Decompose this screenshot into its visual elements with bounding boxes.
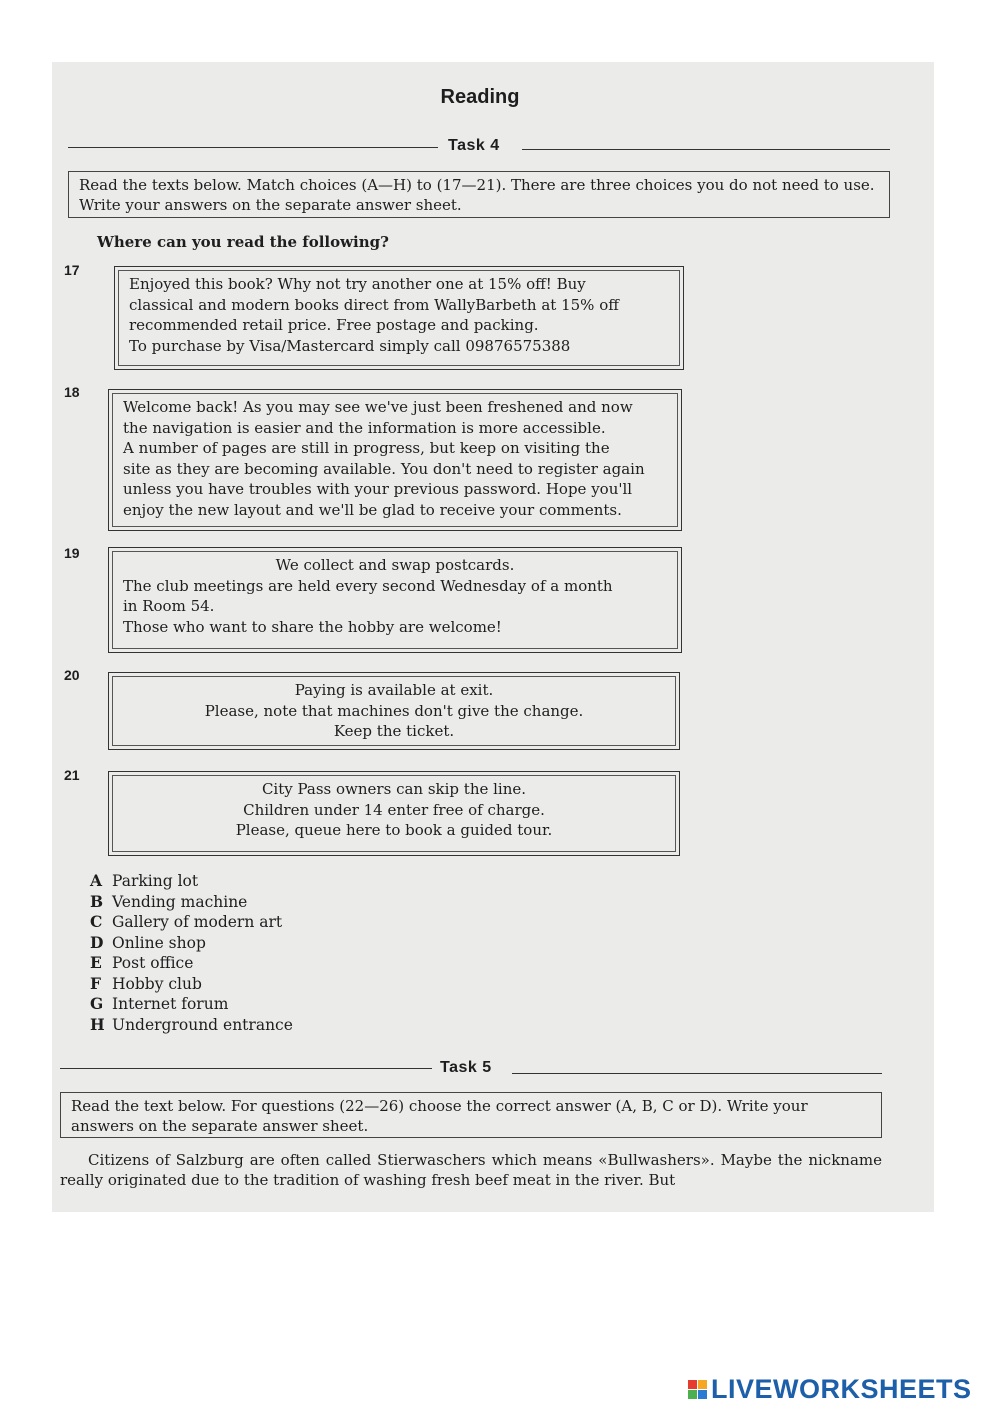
text-line: To purchase by Visa/Mastercard simply call 09876575388 bbox=[129, 336, 571, 355]
option-letter: A bbox=[90, 871, 103, 890]
option-letter: F bbox=[90, 973, 102, 993]
option-letter: D bbox=[90, 932, 104, 952]
option-letter: H bbox=[90, 1014, 105, 1034]
text-line: site as they are becoming available. You don't need to register again bbox=[123, 459, 645, 478]
option-text: Gallery of modern art bbox=[112, 913, 283, 931]
text-line: Enjoyed this book? Why not try another one at 15% off! Buy bbox=[129, 275, 586, 293]
text-line: Those who want to share the hobby are welcome! bbox=[123, 617, 502, 636]
logo-grid-icon bbox=[688, 1380, 707, 1399]
text-line: in Room 54. bbox=[123, 597, 215, 615]
option-letter: C bbox=[90, 912, 103, 931]
text-line: We collect and swap postcards. bbox=[275, 556, 515, 574]
task5-rule-left bbox=[60, 1068, 432, 1069]
option-letter: G bbox=[90, 994, 104, 1013]
option-g bbox=[90, 994, 293, 1015]
item-number: 19 bbox=[64, 545, 80, 561]
text-line: enjoy the new layout and we'll be glad to receive your comments. bbox=[123, 500, 622, 519]
logo-square bbox=[698, 1390, 707, 1399]
page-title: Reading bbox=[440, 86, 520, 108]
text-line: Please, note that machines don't give the change. bbox=[204, 701, 584, 720]
task4-instruction: Read the texts below. Match choices (A—H) to (17—21). There are three choices you do not need to use. Write your answers on the separate answer sheet. bbox=[68, 171, 890, 218]
task4-rule-right bbox=[522, 149, 890, 150]
option-a bbox=[90, 871, 293, 892]
option-f bbox=[90, 974, 293, 995]
option-letter: E bbox=[90, 953, 102, 972]
option-text: Online shop bbox=[112, 933, 206, 952]
text-line: Keep the ticket. bbox=[333, 722, 455, 740]
option-text: Hobby club bbox=[112, 974, 202, 993]
text-line: Please, queue here to book a guided tour. bbox=[235, 821, 553, 839]
task5-paragraph: Citizens of Salzburg are often called Stierwaschers which means «Bullwashers». Maybe the nickname really originated due to the tradition of washing fresh beef meat in the river. But bbox=[60, 1151, 882, 1189]
logo-square bbox=[688, 1390, 697, 1399]
option-d bbox=[90, 933, 293, 954]
item-number: 20 bbox=[64, 667, 80, 683]
item-number: 21 bbox=[64, 767, 80, 783]
text-line: Children under 14 enter free of charge. bbox=[243, 800, 545, 819]
text-box-18 bbox=[108, 389, 682, 531]
logo-square bbox=[688, 1380, 697, 1389]
liveworksheets-logo bbox=[688, 1374, 972, 1404]
option-text: Post office bbox=[112, 954, 194, 972]
task4-title: Task 4 bbox=[448, 137, 500, 154]
task4-rule-left bbox=[68, 147, 438, 148]
text-line: A number of pages are still in progress, but keep on visiting the bbox=[123, 439, 610, 457]
text-box-21 bbox=[108, 771, 680, 856]
text-line: classical and modern books direct from WallyBarbeth at 15% off bbox=[129, 295, 619, 314]
logo-square bbox=[698, 1380, 707, 1389]
item-number: 18 bbox=[64, 384, 80, 400]
text-line: The club meetings are held every second Wednesday of a month bbox=[123, 576, 613, 595]
option-h bbox=[90, 1015, 293, 1036]
option-b bbox=[90, 892, 293, 913]
logo-text: LIVEWORKSHEETS bbox=[711, 1373, 972, 1404]
text-line: Welcome back! As you may see we've just been freshened and now bbox=[123, 398, 633, 416]
answer-options bbox=[90, 871, 293, 1035]
option-letter: B bbox=[90, 891, 104, 911]
option-text: Underground entrance bbox=[112, 1015, 293, 1034]
option-c bbox=[90, 912, 293, 933]
item-number: 17 bbox=[64, 262, 80, 278]
text-line: Paying is available at exit. bbox=[294, 681, 494, 699]
option-text: Vending machine bbox=[112, 892, 248, 911]
option-text: Parking lot bbox=[112, 872, 199, 890]
text-line: recommended retail price. Free postage and packing. bbox=[129, 316, 539, 334]
task5-rule-right bbox=[512, 1073, 882, 1074]
option-text: Internet forum bbox=[112, 995, 229, 1013]
text-line: the navigation is easier and the information is more accessible. bbox=[123, 418, 606, 437]
task5-instruction: Read the text below. For questions (22—26) choose the correct answer (A, B, C or D). Write your answers on the separate answer sheet. bbox=[60, 1092, 882, 1138]
option-e bbox=[90, 953, 293, 974]
task5-title: Task 5 bbox=[440, 1059, 492, 1076]
text-line: City Pass owners can skip the line. bbox=[261, 780, 527, 798]
task4-question: Where can you read the following? bbox=[97, 233, 389, 251]
text-line: unless you have troubles with your previous password. Hope you'll bbox=[123, 480, 633, 498]
text-box-20 bbox=[108, 672, 680, 750]
text-box-17 bbox=[114, 266, 684, 370]
text-box-19 bbox=[108, 547, 682, 653]
